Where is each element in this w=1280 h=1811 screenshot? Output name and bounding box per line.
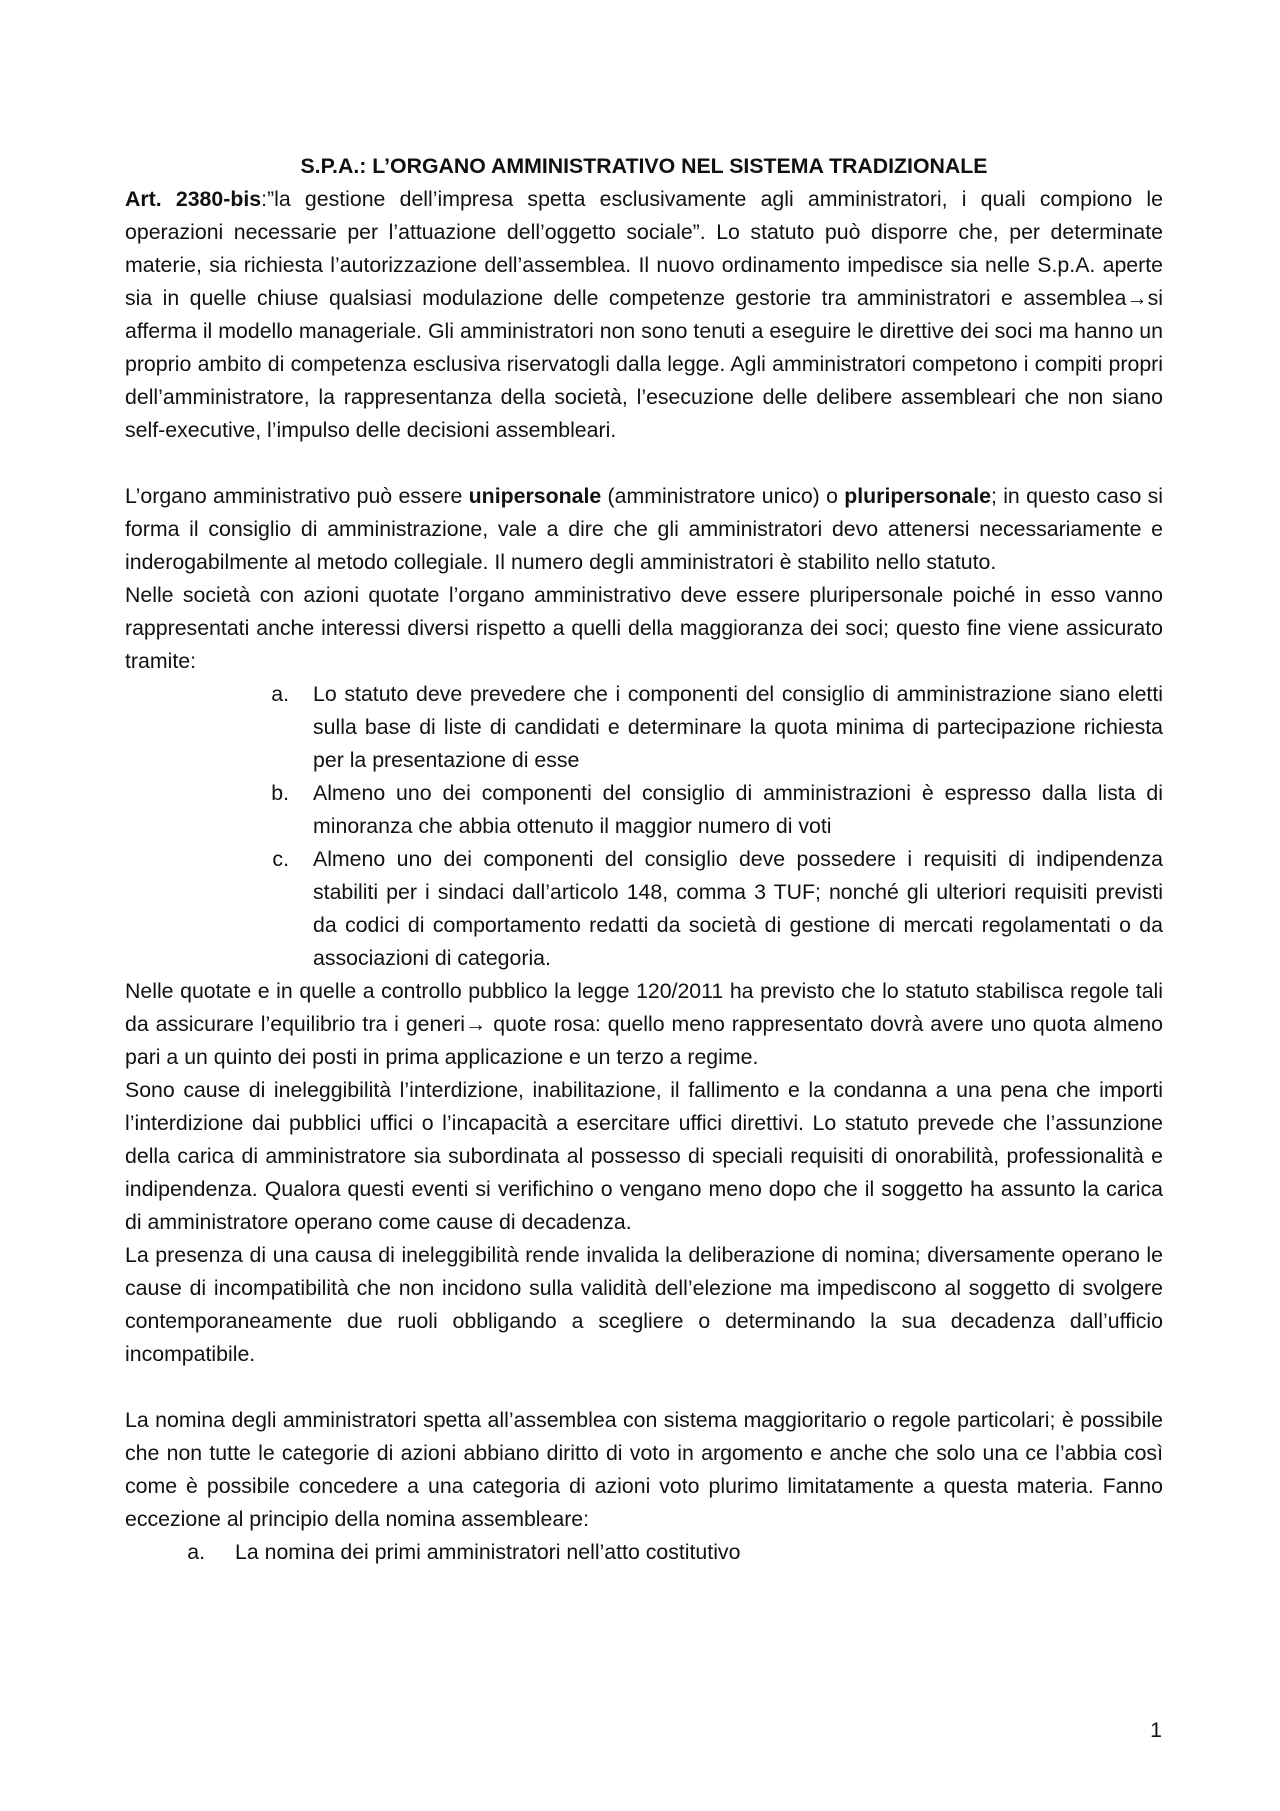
bold-term-pluripersonale: pluripersonale [844,484,991,508]
paragraph-societa-quotate: Nelle società con azioni quotate l’organo amministrativo deve essere pluripersonale poiché in esso vanno rappresentati anche interessi diversi rispetto a quelli della maggioranza dei soci; questo fine viene assicurato tramite: [125,583,1163,673]
list-marker: c. [272,847,289,871]
bold-term-unipersonale: unipersonale [468,484,602,508]
text-fragment: L’organo amministrativo può essere [125,484,469,508]
paragraph-incompatibilita: La presenza di una causa di ineleggibilità rende invalida la deliberazione di nomina; diversamente operano le cause di incompatibilità che non incidono sulla validità dell’elezione ma impediscono al soggetto di svolgere contemporaneamente due ruoli obbligando a scegliere o determinando la sua decadenza dall’ufficio incompatibile. [125,1243,1163,1366]
list-marker: a. [187,1540,205,1564]
list-item-text: La nomina dei primi amministratori nell’atto costitutivo [235,1540,741,1564]
quotate-requirements-list [125,678,1163,975]
list-item [125,777,1163,843]
paragraph-article-2380bis [125,183,1163,447]
list-item-text: Almeno uno dei componenti del consiglio deve possedere i requisiti di indipendenza stabiliti per i sindaci dall’articolo 148, comma 3 TUF; nonché gli ulteriori requisiti previsti da codici di comportamento redatti da società di gestione di mercati regolamentati o da associazioni di categoria. [313,847,1163,970]
list-marker: a. [271,682,289,706]
article-text: :”la gestione dell’impresa spetta esclusivamente agli amministratori, i quali compiono le operazioni necessarie per l’attuazione dell’oggetto sociale”. Lo statuto può disporre che, per determinate materie, sia richiesta l’autorizzazione dell’assemblea. Il nuovo ordinamento impedisce sia nelle S.p.A. aperte sia in quelle chiuse qualsiasi modulazione delle competenze gestorie tra amministratori e assemblea→si afferma il modello manageriale. Gli amministratori non sono tenuti a eseguire le direttive dei soci ma hanno un proprio ambito di competenza esclusiva riservatogli dalla legge. Agli amministratori competono i compiti propri dell’amministratore, la rappresentanza della società, l’esecuzione delle delibere assembleari che non siano self-executive, l’impulso delle decisioni assembleari. [125,187,1163,442]
list-item-text: Lo statuto deve prevedere che i componenti del consiglio di amministrazione siano eletti sulla base di liste di candidati e determinare la quota minima di partecipazione richiesta per la presentazione di esse [313,682,1163,772]
paragraph-quote-rosa: Nelle quotate e in quelle a controllo pubblico la legge 120/2011 ha previsto che lo statuto stabilisca regole tali da assicurare l’equilibrio tra i generi→ quote rosa: quello meno rappresentato dovrà avere uno quota almeno pari a un quinto dei posti in prima applicazione e un terzo a regime. [125,979,1163,1069]
list-item [125,678,1163,777]
paragraph-spacer [125,447,1163,480]
list-marker: b. [271,781,289,805]
paragraph-organo-amministrativo [125,480,1163,579]
list-item-text: Almeno uno dei componenti del consiglio di amministrazioni è espresso dalla lista di minoranza che abbia ottenuto il maggior numero di voti [313,781,1163,838]
paragraph-ineleggibilita: Sono cause di ineleggibilità l’interdizione, inabilitazione, il fallimento e la condanna a una pena che importi l’interdizione dai pubblici uffici o l’incapacità a esercitare uffici direttivi. Lo statuto prevede che l’assunzione della carica di amministratore sia subordinata al possesso di speciali requisiti di onorabilità, professionalità e indipendenza. Qualora questi eventi si verifichino o vengano meno dopo che il soggetto ha assunto la carica di amministratore operano come cause di decadenza. [125,1078,1163,1234]
list-item [125,1536,1163,1569]
paragraph-spacer [125,1371,1163,1404]
document-page [125,150,1163,1569]
paragraph-nomina: La nomina degli amministratori spetta all’assemblea con sistema maggioritario o regole particolari; è possibile che non tutte le categorie di azioni abbiano diritto di voto in argomento e anche che solo una ce l’abbia così come è possibile concedere a una categoria di azioni voto plurimo limitatamente a questa materia. Fanno eccezione al principio della nomina assembleare: [125,1408,1163,1531]
list-item [125,843,1163,975]
text-fragment: (amministratore unico) o [601,484,845,508]
text-fragment: ; in questo caso si forma il consiglio di amministrazione, vale a dire che gli amministratori devo attenersi necessariamente e inderogabilmente al metodo collegiale. Il numero degli amministratori è stabilito nello statuto. [125,484,1163,574]
article-label: Art. 2380-bis [125,187,262,211]
nomina-exceptions-list [125,1536,1163,1569]
page-number: 1 [1150,1718,1162,1742]
document-title: S.P.A.: L’ORGANO AMMINISTRATIVO NEL SISTEMA TRADIZIONALE [300,154,988,178]
